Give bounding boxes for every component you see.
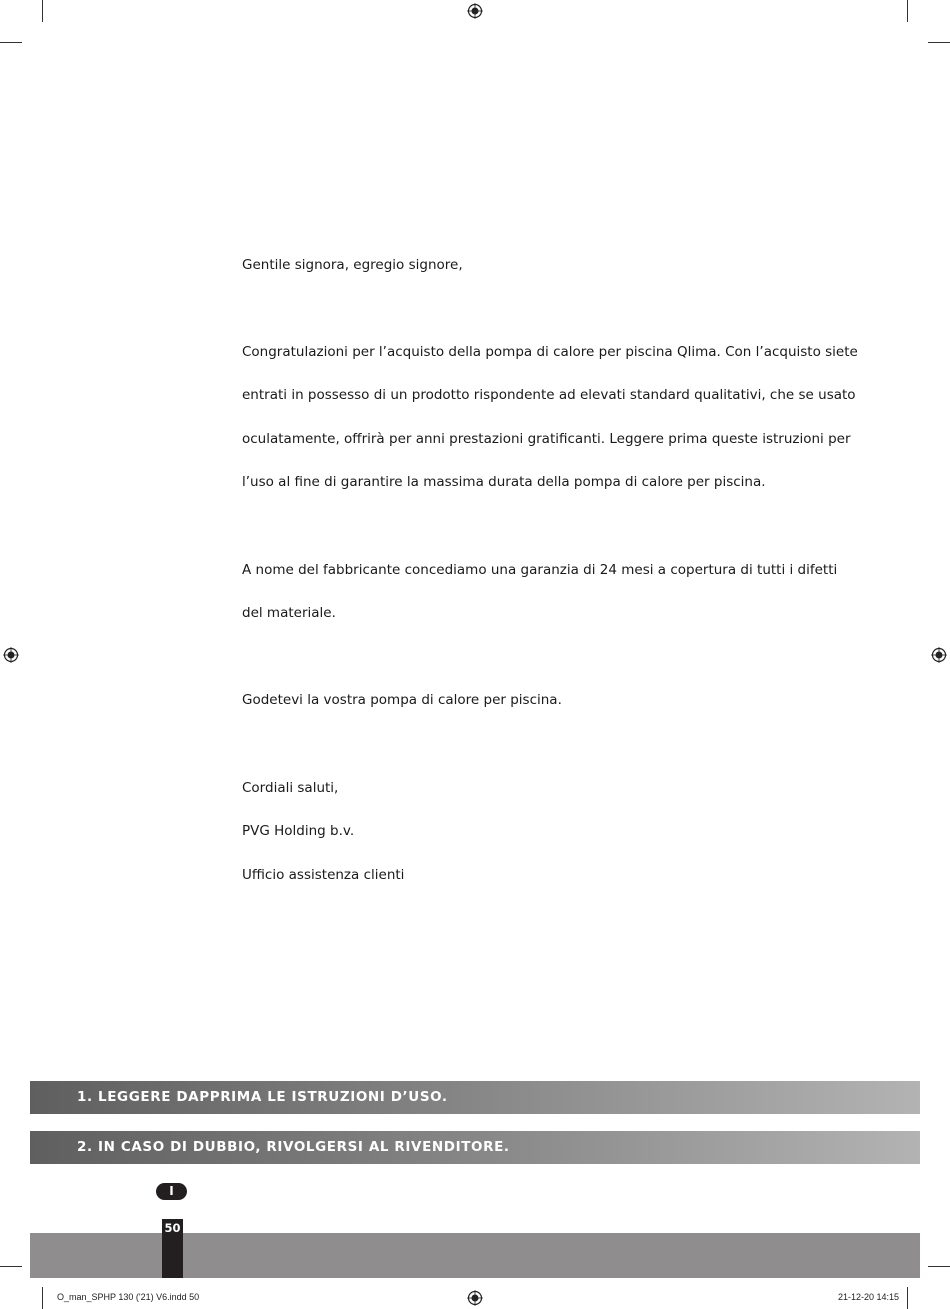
registration-mark-icon (467, 3, 483, 19)
department-name: Ufficio assistenza clienti (242, 867, 405, 883)
paragraph-line: l’uso al fine di garantire la massima durata della pompa di calore per piscina. (242, 474, 766, 490)
registration-mark-icon (467, 1290, 483, 1306)
crop-mark (907, 0, 908, 22)
notice-bar (30, 1131, 920, 1164)
crop-mark (928, 1266, 950, 1267)
crop-mark (42, 0, 43, 22)
slug-datetime: 21-12-20 14:15 (838, 1292, 900, 1302)
language-badge: I (156, 1183, 187, 1200)
paragraph-line: A nome del fabbricante concediamo una garanzia di 24 mesi a copertura di tutti i difetti (242, 562, 838, 578)
registration-mark-icon (3, 647, 19, 663)
crop-mark (0, 1266, 22, 1267)
notice-text: 2. IN CASO DI DUBBIO, RIVOLGERSI AL RIVENDITORE. (77, 1139, 510, 1155)
paragraph-line: oculatamente, offrirà per anni prestazioni gratificanti. Leggere prima queste istruzioni per (242, 431, 851, 447)
salutation: Gentile signora, egregio signore, (242, 257, 463, 273)
page-number: 50 (164, 1221, 181, 1235)
crop-mark (907, 1287, 908, 1309)
crop-mark (928, 42, 950, 43)
closing: Cordiali saluti, (242, 780, 339, 796)
slug-filename: O_man_SPHP 130 ('21) V6.indd 50 (57, 1292, 200, 1302)
paragraph: Godetevi la vostra pompa di calore per piscina. (242, 692, 562, 708)
notice-bar (30, 1081, 920, 1114)
notice-text: 1. LEGGERE DAPPRIMA LE ISTRUZIONI D’USO. (77, 1089, 448, 1105)
company-name: PVG Holding b.v. (242, 823, 355, 839)
paragraph-line: del materiale. (242, 605, 336, 621)
crop-mark (0, 42, 22, 43)
crop-mark (42, 1287, 43, 1309)
paragraph-line: entrati in possesso di un prodotto rispondente ad elevati standard qualitativi, che se usato (242, 387, 856, 403)
registration-mark-icon (931, 647, 947, 663)
paragraph-line: Congratulazioni per l’acquisto della pompa di calore per piscina Qlima. Con l’acquisto siete (242, 344, 858, 360)
